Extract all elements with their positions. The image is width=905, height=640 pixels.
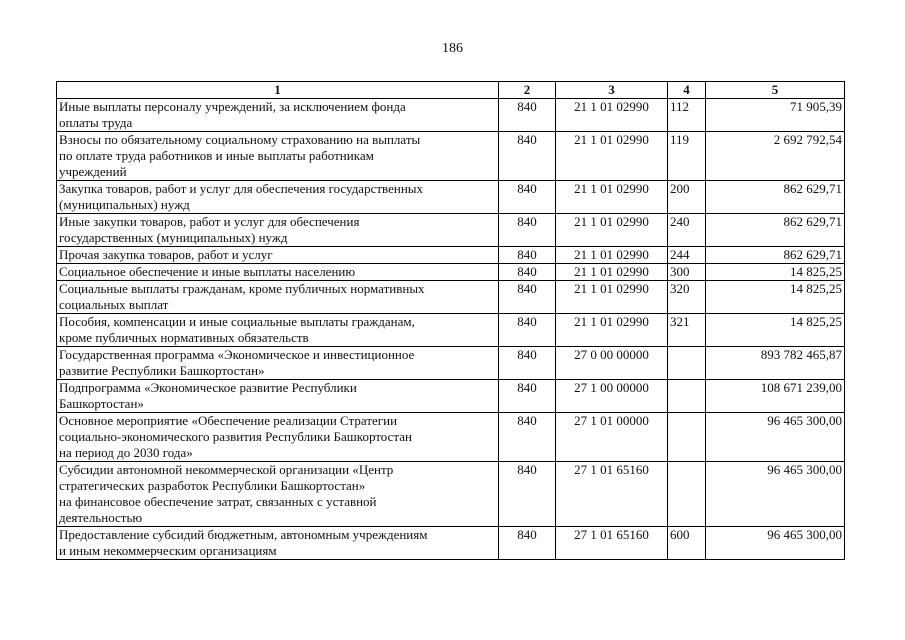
row-description-line: Предоставление субсидий бюджетным, автономным учреждениям: [59, 527, 428, 542]
target-article-code: 21 1 01 02990: [556, 214, 668, 247]
header-col-1: 1: [57, 82, 499, 99]
row-description-line: Основное мероприятие «Обеспечение реализации Стратегии: [59, 413, 398, 428]
table-row: [57, 314, 845, 347]
table-row: [57, 132, 845, 181]
ministry-code: 840: [499, 264, 556, 281]
row-description-line: оплаты труда: [59, 115, 133, 130]
table-row: [57, 527, 845, 560]
expense-type-code: [668, 380, 706, 413]
row-description-line: Башкортостан»: [59, 396, 144, 411]
ministry-code: 840: [499, 281, 556, 314]
expense-type-code: 321: [668, 314, 706, 347]
ministry-code: 840: [499, 181, 556, 214]
row-description-line: Прочая закупка товаров, работ и услуг: [59, 247, 273, 262]
row-description-line: Пособия, компенсации и иные социальные выплаты гражданам,: [59, 314, 415, 329]
target-article-code: 21 1 01 02990: [556, 281, 668, 314]
row-description-line: Социальные выплаты гражданам, кроме публичных нормативных: [59, 281, 425, 296]
expense-type-code: 119: [668, 132, 706, 181]
amount-value: 14 825,25: [706, 281, 845, 314]
row-description-line: Социальное обеспечение и иные выплаты населению: [59, 264, 356, 279]
table-body: [57, 99, 845, 560]
row-description-line: (муниципальных) нужд: [59, 197, 190, 212]
row-description: [57, 99, 499, 132]
amount-value: 862 629,71: [706, 181, 845, 214]
header-col-2: 2: [499, 82, 556, 99]
row-description-line: Субсидии автономной некоммерческой организации «Центр: [59, 462, 394, 477]
amount-value: 108 671 239,00: [706, 380, 845, 413]
amount-value: 2 692 792,54: [706, 132, 845, 181]
table-row: [57, 99, 845, 132]
target-article-code: 27 1 01 65160: [556, 462, 668, 527]
row-description-line: Подпрограмма «Экономическое развитие Республики: [59, 380, 357, 395]
row-description: [57, 264, 499, 281]
table-row: [57, 264, 845, 281]
ministry-code: 840: [499, 247, 556, 264]
table-row: [57, 380, 845, 413]
table-row: [57, 247, 845, 264]
row-description: [57, 247, 499, 264]
expense-type-code: 240: [668, 214, 706, 247]
expense-type-code: 320: [668, 281, 706, 314]
row-description: [57, 462, 499, 527]
table-row: [57, 214, 845, 247]
amount-value: 893 782 465,87: [706, 347, 845, 380]
amount-value: 862 629,71: [706, 214, 845, 247]
target-article-code: 21 1 01 02990: [556, 247, 668, 264]
expense-type-code: [668, 347, 706, 380]
row-description-line: на финансовое обеспечение затрат, связанных с уставной: [59, 494, 377, 509]
row-description: [57, 314, 499, 347]
page-number: 186: [442, 41, 463, 56]
header-col-5: 5: [706, 82, 845, 99]
row-description: [57, 347, 499, 380]
ministry-code: 840: [499, 214, 556, 247]
expense-type-code: [668, 462, 706, 527]
row-description: [57, 132, 499, 181]
row-description: [57, 181, 499, 214]
target-article-code: 21 1 01 02990: [556, 181, 668, 214]
amount-value: 96 465 300,00: [706, 527, 845, 560]
row-description-line: по оплате труда работников и иные выплаты работникам: [59, 148, 374, 163]
table-row: [57, 181, 845, 214]
ministry-code: 840: [499, 347, 556, 380]
amount-value: 14 825,25: [706, 264, 845, 281]
table-row: [57, 347, 845, 380]
row-description-line: кроме публичных нормативных обязательств: [59, 330, 309, 345]
expense-type-code: 244: [668, 247, 706, 264]
target-article-code: 27 0 00 00000: [556, 347, 668, 380]
row-description: [57, 214, 499, 247]
target-article-code: 21 1 01 02990: [556, 264, 668, 281]
amount-value: 96 465 300,00: [706, 462, 845, 527]
row-description-line: государственных (муниципальных) нужд: [59, 230, 288, 245]
table-row: [57, 281, 845, 314]
ministry-code: 840: [499, 413, 556, 462]
row-description-line: социально-экономического развития Республики Башкортостан: [59, 429, 412, 444]
target-article-code: 21 1 01 02990: [556, 132, 668, 181]
amount-value: 96 465 300,00: [706, 413, 845, 462]
row-description: [57, 380, 499, 413]
table-row: [57, 413, 845, 462]
row-description: [57, 527, 499, 560]
row-description-line: социальных выплат: [59, 297, 169, 312]
expense-type-code: 112: [668, 99, 706, 132]
row-description-line: Иные выплаты персоналу учреждений, за исключением фонда: [59, 99, 406, 114]
row-description-line: Закупка товаров, работ и услуг для обеспечения государственных: [59, 181, 424, 196]
target-article-code: 21 1 01 02990: [556, 314, 668, 347]
amount-value: 14 825,25: [706, 314, 845, 347]
header-col-4: 4: [668, 82, 706, 99]
table-row: [57, 462, 845, 527]
ministry-code: 840: [499, 527, 556, 560]
expense-type-code: 300: [668, 264, 706, 281]
expense-type-code: 600: [668, 527, 706, 560]
ministry-code: 840: [499, 132, 556, 181]
target-article-code: 27 1 00 00000: [556, 380, 668, 413]
ministry-code: 840: [499, 314, 556, 347]
row-description-line: стратегических разработок Республики Башкортостан»: [59, 478, 366, 493]
amount-value: 862 629,71: [706, 247, 845, 264]
header-row: [57, 82, 845, 99]
row-description-line: на период до 2030 года»: [59, 445, 193, 460]
row-description-line: развитие Республики Башкортостан»: [59, 363, 265, 378]
expense-type-code: [668, 413, 706, 462]
row-description: [57, 413, 499, 462]
row-description-line: учреждений: [59, 164, 127, 179]
row-description-line: и иным некоммерческим организациям: [59, 543, 277, 558]
header-col-3: 3: [556, 82, 668, 99]
target-article-code: 21 1 01 02990: [556, 99, 668, 132]
row-description-line: Государственная программа «Экономическое и инвестиционное: [59, 347, 415, 362]
target-article-code: 27 1 01 00000: [556, 413, 668, 462]
row-description-line: Иные закупки товаров, работ и услуг для обеспечения: [59, 214, 360, 229]
ministry-code: 840: [499, 462, 556, 527]
row-description-line: деятельностью: [59, 510, 143, 525]
expense-type-code: 200: [668, 181, 706, 214]
ministry-code: 840: [499, 380, 556, 413]
row-description-line: Взносы по обязательному социальному страхованию на выплаты: [59, 132, 421, 147]
budget-table: [56, 81, 845, 560]
ministry-code: 840: [499, 99, 556, 132]
target-article-code: 27 1 01 65160: [556, 527, 668, 560]
amount-value: 71 905,39: [706, 99, 845, 132]
row-description: [57, 281, 499, 314]
